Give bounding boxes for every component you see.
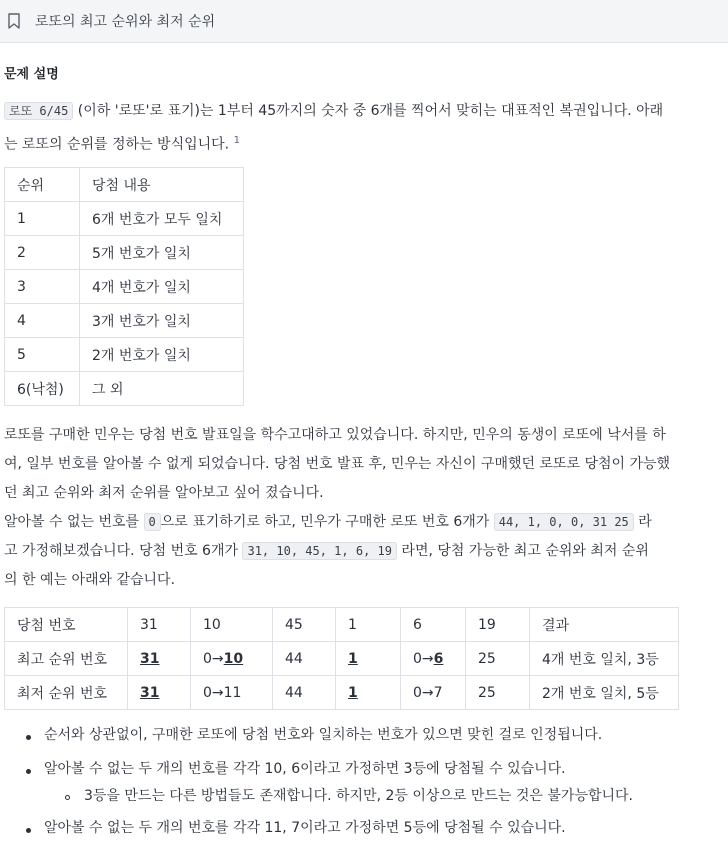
table-cell [128,676,191,710]
table-row [5,676,679,710]
table-cell [191,642,273,676]
bullet-dot [26,828,31,833]
story-line: 여, 일부 번호를 알아볼 수 없게 되었습니다. 당첨 번호 발표 후, 민우는 자신이 구매했던 로또로 당첨이 가능했 [4,456,671,472]
table-header: 10 [191,608,273,642]
table-row [5,202,244,236]
intro-line2: 는 로또의 순위를 정하는 방식입니다. [4,136,230,153]
table-cell: 5 [5,338,80,372]
table-cell: 2개 번호가 일치 [80,338,244,372]
table-cell: 5개 번호가 일치 [80,236,244,270]
table-row [5,642,679,676]
table-cell [336,642,401,676]
table-header: 순위 [5,168,80,202]
table-cell: 3 [5,270,80,304]
table-cell: 44 [273,676,336,710]
table-cell: 6개 번호가 모두 일치 [80,202,244,236]
story-line: 고 가정해보겠습니다. 당첨 번호 6개가 [4,543,243,559]
story-line: 로또를 구매한 민우는 당첨 번호 발표일을 학수고대하고 있었습니다. 하지만, 민우의 동생이 로또에 낙서를 하 [4,427,666,443]
table-row [5,372,244,406]
table-cell: 4개 번호가 일치 [80,270,244,304]
inline-code: 0 [144,513,161,531]
highlighted-number: 1 [348,650,358,667]
table-header-row [5,608,679,642]
story-line: 라 [633,514,652,530]
story-line: 의 한 예는 아래와 같습니다. [4,572,176,588]
table-cell: 6(낙첨) [5,372,80,406]
table-cell: 그 외 [80,372,244,406]
table-header: 45 [273,608,336,642]
table-cell: 25 [466,642,530,676]
story-line: 라면, 당첨 가능한 최고 순위와 최저 순위 [396,543,649,559]
table-cell [128,642,191,676]
table-header: 결과 [530,608,679,642]
bookmark-icon[interactable] [7,12,21,30]
table-header: 31 [128,608,191,642]
cell-prefix: 0→ [413,650,434,667]
table-row [5,304,244,338]
table-cell: 1 [5,202,80,236]
intro-line1: (이하 '로또'로 표기)는 1부터 45까지의 숫자 중 6개를 찍어서 맞히는 대표적인 복권입니다. 아래 [73,103,664,119]
table-header: 1 [336,608,401,642]
intro-paragraph [4,97,720,160]
cell-prefix: 0→ [203,650,224,667]
problem-title: 로또의 최고 순위와 최저 순위 [35,14,216,30]
list-item: 순서와 상관없이, 구매한 로또에 당첨 번호와 일치하는 번호가 있으면 맞힌 걸로 인정됩니다. [44,727,603,743]
highlighted-number: 1 [348,684,358,701]
rank-table [4,167,244,406]
table-cell: 최저 순위 번호 [5,676,128,710]
footnote-link[interactable]: 1 [233,135,240,146]
bullet-dot [26,769,31,774]
table-header: 19 [466,608,530,642]
table-cell [401,642,466,676]
table-row [5,270,244,304]
table-header: 6 [401,608,466,642]
bullet-dot [26,735,31,740]
table-cell: 최고 순위 번호 [5,642,128,676]
sub-list-item: 3등을 만드는 다른 방법들도 존재합니다. 하지만, 2등 이상으로 만드는 것은 불가능합니다. [84,788,634,804]
table-header: 당첨 내용 [80,168,244,202]
story-line: 으로 표기하기로 하고, 민우가 구매한 로또 번호 6개가 [160,514,494,530]
highlighted-number: 31 [140,684,160,701]
table-cell: 4개 번호 일치, 3등 [530,642,679,676]
highlighted-number: 6 [433,650,444,667]
table-header: 당첨 번호 [5,608,128,642]
table-cell: 0→7 [401,676,466,710]
story-paragraph [4,421,720,595]
table-header-row [5,168,244,202]
highlighted-number: 31 [140,650,160,667]
table-row [5,236,244,270]
table-cell: 44 [273,642,336,676]
problem-title-bar [0,0,728,43]
table-cell: 4 [5,304,80,338]
table-cell: 3개 번호가 일치 [80,304,244,338]
table-row [5,338,244,372]
table-cell: 25 [466,676,530,710]
inline-code: 로또 6/45 [4,102,73,120]
table-cell: 2 [5,236,80,270]
list-item: 알아볼 수 없는 두 개의 번호를 각각 10, 6이라고 가정하면 3등에 당첨될 수 있습니다. [44,761,566,777]
sub-bullet-circle [65,795,70,800]
section-title: 문제 설명 [4,67,59,82]
story-line: 알아볼 수 없는 번호를 [4,514,144,530]
highlighted-number: 10 [223,650,244,667]
story-line: 던 최고 순위와 최저 순위를 알아보고 싶어 졌습니다. [4,485,324,501]
inline-code: 44, 1, 0, 0, 31 25 [494,513,634,531]
list-item: 알아볼 수 없는 두 개의 번호를 각각 11, 7이라고 가정하면 5등에 당첨될 수 있습니다. [44,820,566,836]
table-cell [336,676,401,710]
table-cell: 2개 번호 일치, 5등 [530,676,679,710]
inline-code: 31, 10, 45, 1, 6, 19 [242,542,397,560]
example-table [4,607,679,710]
table-cell: 0→11 [191,676,273,710]
